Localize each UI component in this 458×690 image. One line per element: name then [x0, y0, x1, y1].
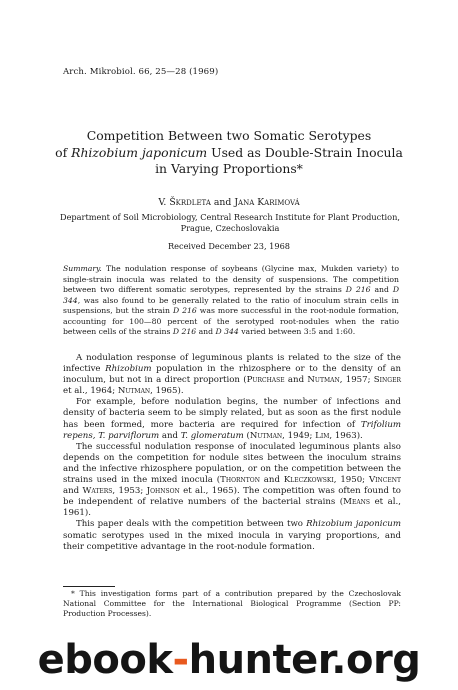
watermark-dash: -: [172, 637, 189, 683]
body-text-run: and: [159, 430, 181, 441]
summary-text: , was also found to be generally related to the ratio of inoculum strain cells in suspensions, but the strain: [63, 295, 399, 315]
authors-and: and: [210, 197, 235, 208]
author-1: Škrdleta: [169, 197, 211, 208]
body-text-run: and: [259, 475, 284, 486]
paper-title: [40, 128, 418, 178]
body-text-run: and: [284, 375, 308, 386]
footnote: * This investigation forms part of a contribution prepared by the Czechoslovak National Committee for the International Biological Programme (Section PP: Production Processes).: [63, 589, 401, 618]
body-text-run: et al., 1964;: [63, 386, 118, 397]
journal-reference: Arch. Mikrobiol. 66, 25—28 (1969): [63, 67, 219, 77]
body-text-run: et al., 1965). The competition was often found to be independent of relative numbers of the bacterial strains (: [63, 486, 401, 508]
body-text-run: A nodulation response of leguminous plants is related to the size of the infective: [63, 353, 401, 375]
citation-author: Thornton: [220, 475, 260, 486]
body-text-run: somatic serotypes used in the mixed inocula in varying proportions, and their competitive advantage in the root-nodule formation.: [63, 530, 401, 552]
summary-text: varied between 3:5 and 1:60.: [238, 327, 356, 336]
body-paragraph-2: [63, 397, 401, 441]
body-paragraph-3: [63, 442, 401, 520]
summary-label: Summary.: [63, 264, 102, 273]
body-text: [63, 353, 401, 553]
body-text-run: et al., 1961).: [63, 497, 401, 519]
body-text-run: , 1957;: [339, 375, 374, 386]
strain-name: D 216: [172, 327, 197, 336]
title-text: of: [55, 144, 72, 160]
summary-paragraph: [63, 264, 399, 338]
body-paragraph-1: [63, 353, 401, 397]
species-name: Trifolium repens, T. parviflorum: [63, 419, 401, 441]
title-text: Used as Double-Strain Inocula: [207, 144, 403, 160]
title-line-1: Competition Between two Somatic Serotypes: [86, 128, 372, 143]
strain-name: D 344: [215, 327, 239, 336]
author-initial: V.: [158, 197, 170, 208]
body-text-run: This paper deals with the competition between two: [76, 519, 307, 530]
species-name: T. glomeratum: [180, 430, 244, 441]
summary: [63, 264, 399, 338]
strain-name: D 216: [345, 285, 371, 294]
species-name: Rhizobium: [105, 364, 152, 375]
received-date: Received December 23, 1968: [167, 241, 291, 251]
body-text-run: (: [243, 430, 250, 441]
citation-author: Nutman: [117, 386, 151, 397]
author-2: Jana Karimová: [234, 197, 300, 208]
species-name: Rhizobium japonicum: [306, 519, 401, 530]
summary-text: The nodulation response of soybeans (Glycine max, Mukden variety) to single-strain inocula was related to the density of suspensions. The competition between two different somatic serotypes, represented by the strains: [63, 264, 399, 294]
title-line-2: [40, 145, 418, 162]
affiliation-line-1: Department of Soil Microbiology, Central Research Institute for Plant Production,: [60, 212, 400, 222]
citation-author: Lim: [315, 430, 330, 441]
summary-text: and: [196, 327, 216, 336]
body-text-run: , 1953;: [112, 486, 147, 497]
watermark-logo: [0, 632, 458, 688]
body-text-run: and: [63, 486, 83, 497]
citation-author: Vincent: [368, 475, 401, 486]
citation-author: Waters: [82, 486, 113, 497]
body-paragraph-4: [63, 519, 401, 552]
citation-author: Nutman: [249, 430, 283, 441]
authors: [0, 197, 458, 208]
title-species: Rhizobium japonicum: [71, 144, 208, 160]
body-text-run: , 1963).: [329, 430, 363, 441]
watermark-part-1: ebook: [37, 637, 173, 683]
strain-name: D 216: [172, 306, 197, 315]
body-text-run: , 1949;: [282, 430, 316, 441]
citation-author: Nutman: [307, 375, 340, 386]
summary-text: and: [370, 285, 393, 294]
footnote-divider: [63, 586, 115, 587]
summary-text: was more successful in the root-nodule formation, accounting for 100—80 percent of the serotyped root-nodules when the ratio between cells of the strains: [63, 306, 399, 336]
body-text-run: For example, before nodulation begins, the number of infections and density of bacteria seem to be simply related, but as soon as the first nodule has been formed, more bacteria are required for infection of: [63, 397, 401, 430]
citation-author: Kleczkowski: [283, 475, 334, 486]
citation-author: Singer: [373, 375, 401, 386]
watermark-part-2: hunter.org: [188, 637, 421, 683]
citation-author: Means: [343, 497, 371, 508]
body-text-run: , 1950;: [333, 475, 369, 486]
strain-name: D 344: [63, 285, 399, 305]
citation-author: Purchase: [246, 375, 285, 386]
body-text-run: population in the rhizosphere or to the density of an inoculum, but not in a direct proportion (: [63, 364, 401, 386]
title-line-3: in Varying Proportions*: [155, 161, 303, 176]
body-text-run: , 1965).: [150, 386, 184, 397]
body-text-run: The successful nodulation response of inoculated leguminous plants also depends on the competition for nodule sites between the inoculum strains and the infective rhizosphere population, or on the competition between the strains used in the mixed inocula (: [63, 441, 401, 486]
citation-author: Johnson: [146, 486, 180, 497]
affiliation: [55, 212, 405, 234]
affiliation-line-2: Prague, Czechoslovakia: [180, 223, 280, 233]
